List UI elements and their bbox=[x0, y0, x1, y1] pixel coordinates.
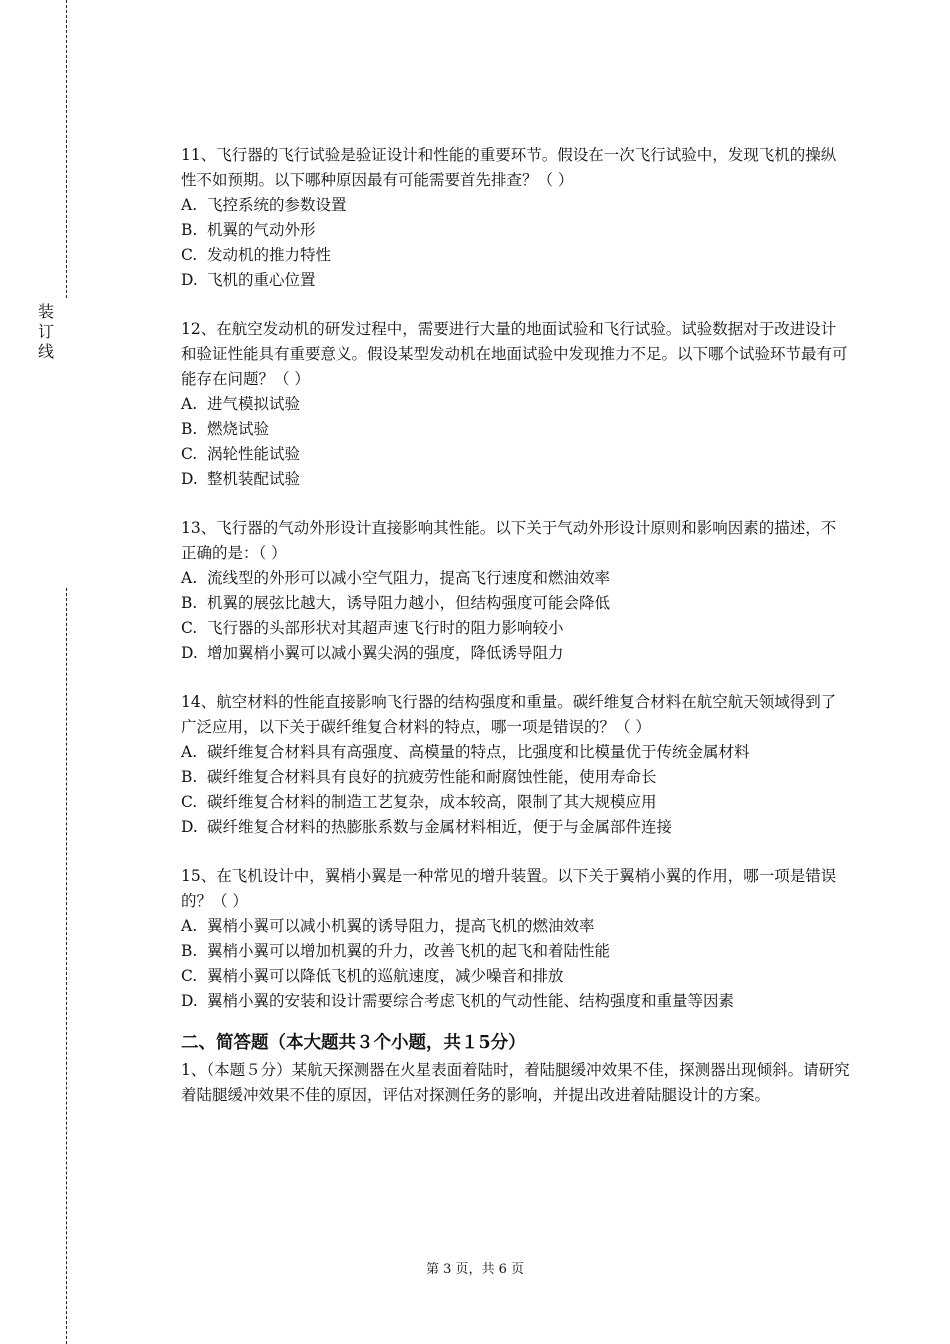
page-number: 第 3 页，共 6 页 bbox=[425, 1262, 525, 1277]
question-stem: 12、在航空发动机的研发过程中，需要进行大量的地面试验和飞行试验。试验数据对于改进设计和验证性能具有重要意义。假设某型发动机在地面试验中发现推力不足。以下哪个试验环节最有可能存在问题？（ ） bbox=[181, 320, 848, 388]
option-d: D. 整机装配试验 bbox=[181, 470, 301, 488]
binding-dashed-line-bottom bbox=[66, 588, 67, 1344]
binding-label bbox=[36, 302, 56, 362]
question-stem: 13、飞行器的气动外形设计直接影响其性能。以下关于气动外形设计原则和影响因素的描述，不正确的是：（ ） bbox=[181, 519, 837, 562]
option-d: D. 翼梢小翼的安装和设计需要综合考虑飞机的气动性能、结构强度和重量等因素 bbox=[181, 992, 735, 1010]
option-b: B. 机翼的展弦比越大，诱导阻力越小，但结构强度可能会降低 bbox=[181, 594, 611, 612]
option-b: B. 机翼的气动外形 bbox=[181, 221, 316, 239]
essay-question-1: 1、（本题５分）某航天探测器在火星表面着陆时，着陆腿缓冲效果不佳，探测器出现倾斜。请研究着陆腿缓冲效果不佳的原因，评估对探测任务的影响，并提出改进着陆腿设计的方案。 bbox=[181, 1061, 850, 1104]
question-14 bbox=[181, 690, 851, 840]
binding-char: 线 bbox=[37, 342, 54, 361]
option-c: C. 飞行器的头部形状对其超声速飞行时的阻力影响较小 bbox=[181, 619, 564, 637]
binding-char: 装 bbox=[37, 302, 54, 321]
option-a: A. 翼梢小翼可以减小机翼的诱导阻力，提高飞机的燃油效率 bbox=[181, 917, 595, 935]
question-stem: 15、在飞机设计中，翼梢小翼是一种常见的增升装置。以下关于翼梢小翼的作用，哪一项是错误的？（ ） bbox=[181, 867, 837, 910]
exam-content bbox=[181, 143, 851, 1108]
section-heading: 二、简答题（本大题共３个小题，共１5分） bbox=[181, 1033, 526, 1053]
option-c: C. 翼梢小翼可以降低飞机的巡航速度，减少噪音和排放 bbox=[181, 967, 564, 985]
option-d: D. 碳纤维复合材料的热膨胀系数与金属材料相近，便于与金属部件连接 bbox=[181, 818, 673, 836]
question-13 bbox=[181, 516, 851, 666]
option-c: C. 发动机的推力特性 bbox=[181, 246, 332, 264]
option-d: D. 增加翼梢小翼可以减小翼尖涡的强度，降低诱导阻力 bbox=[181, 644, 564, 662]
question-12 bbox=[181, 317, 851, 492]
binding-char: 订 bbox=[37, 322, 54, 341]
option-a: A. 进气模拟试验 bbox=[181, 395, 301, 413]
option-c: C. 涡轮性能试验 bbox=[181, 445, 301, 463]
option-a: A. 碳纤维复合材料具有高强度、高模量的特点，比强度和比模量优于传统金属材料 bbox=[181, 743, 750, 761]
option-a: A. 流线型的外形可以减小空气阻力，提高飞行速度和燃油效率 bbox=[181, 569, 611, 587]
option-b: B. 碳纤维复合材料具有良好的抗疲劳性能和耐腐蚀性能，使用寿命长 bbox=[181, 768, 657, 786]
question-stem: 11、飞行器的飞行试验是验证设计和性能的重要环节。假设在一次飞行试验中，发现飞机的操纵性不如预期。以下哪种原因最有可能需要首先排查？（ ） bbox=[181, 146, 837, 189]
question-11 bbox=[181, 143, 851, 293]
option-b: B. 翼梢小翼可以增加机翼的升力，改善飞机的起飞和着陆性能 bbox=[181, 942, 611, 960]
option-c: C. 碳纤维复合材料的制造工艺复杂，成本较高，限制了其大规模应用 bbox=[181, 793, 657, 811]
question-15 bbox=[181, 864, 851, 1014]
binding-dashed-line-top bbox=[66, 0, 67, 298]
option-a: A. 飞控系统的参数设置 bbox=[181, 196, 347, 214]
option-d: D. 飞机的重心位置 bbox=[181, 271, 316, 289]
option-b: B. 燃烧试验 bbox=[181, 420, 270, 438]
question-stem: 14、航空材料的性能直接影响飞行器的结构强度和重量。碳纤维复合材料在航空航天领域得到了广泛应用，以下关于碳纤维复合材料的特点，哪一项是错误的？（ ） bbox=[181, 693, 837, 736]
